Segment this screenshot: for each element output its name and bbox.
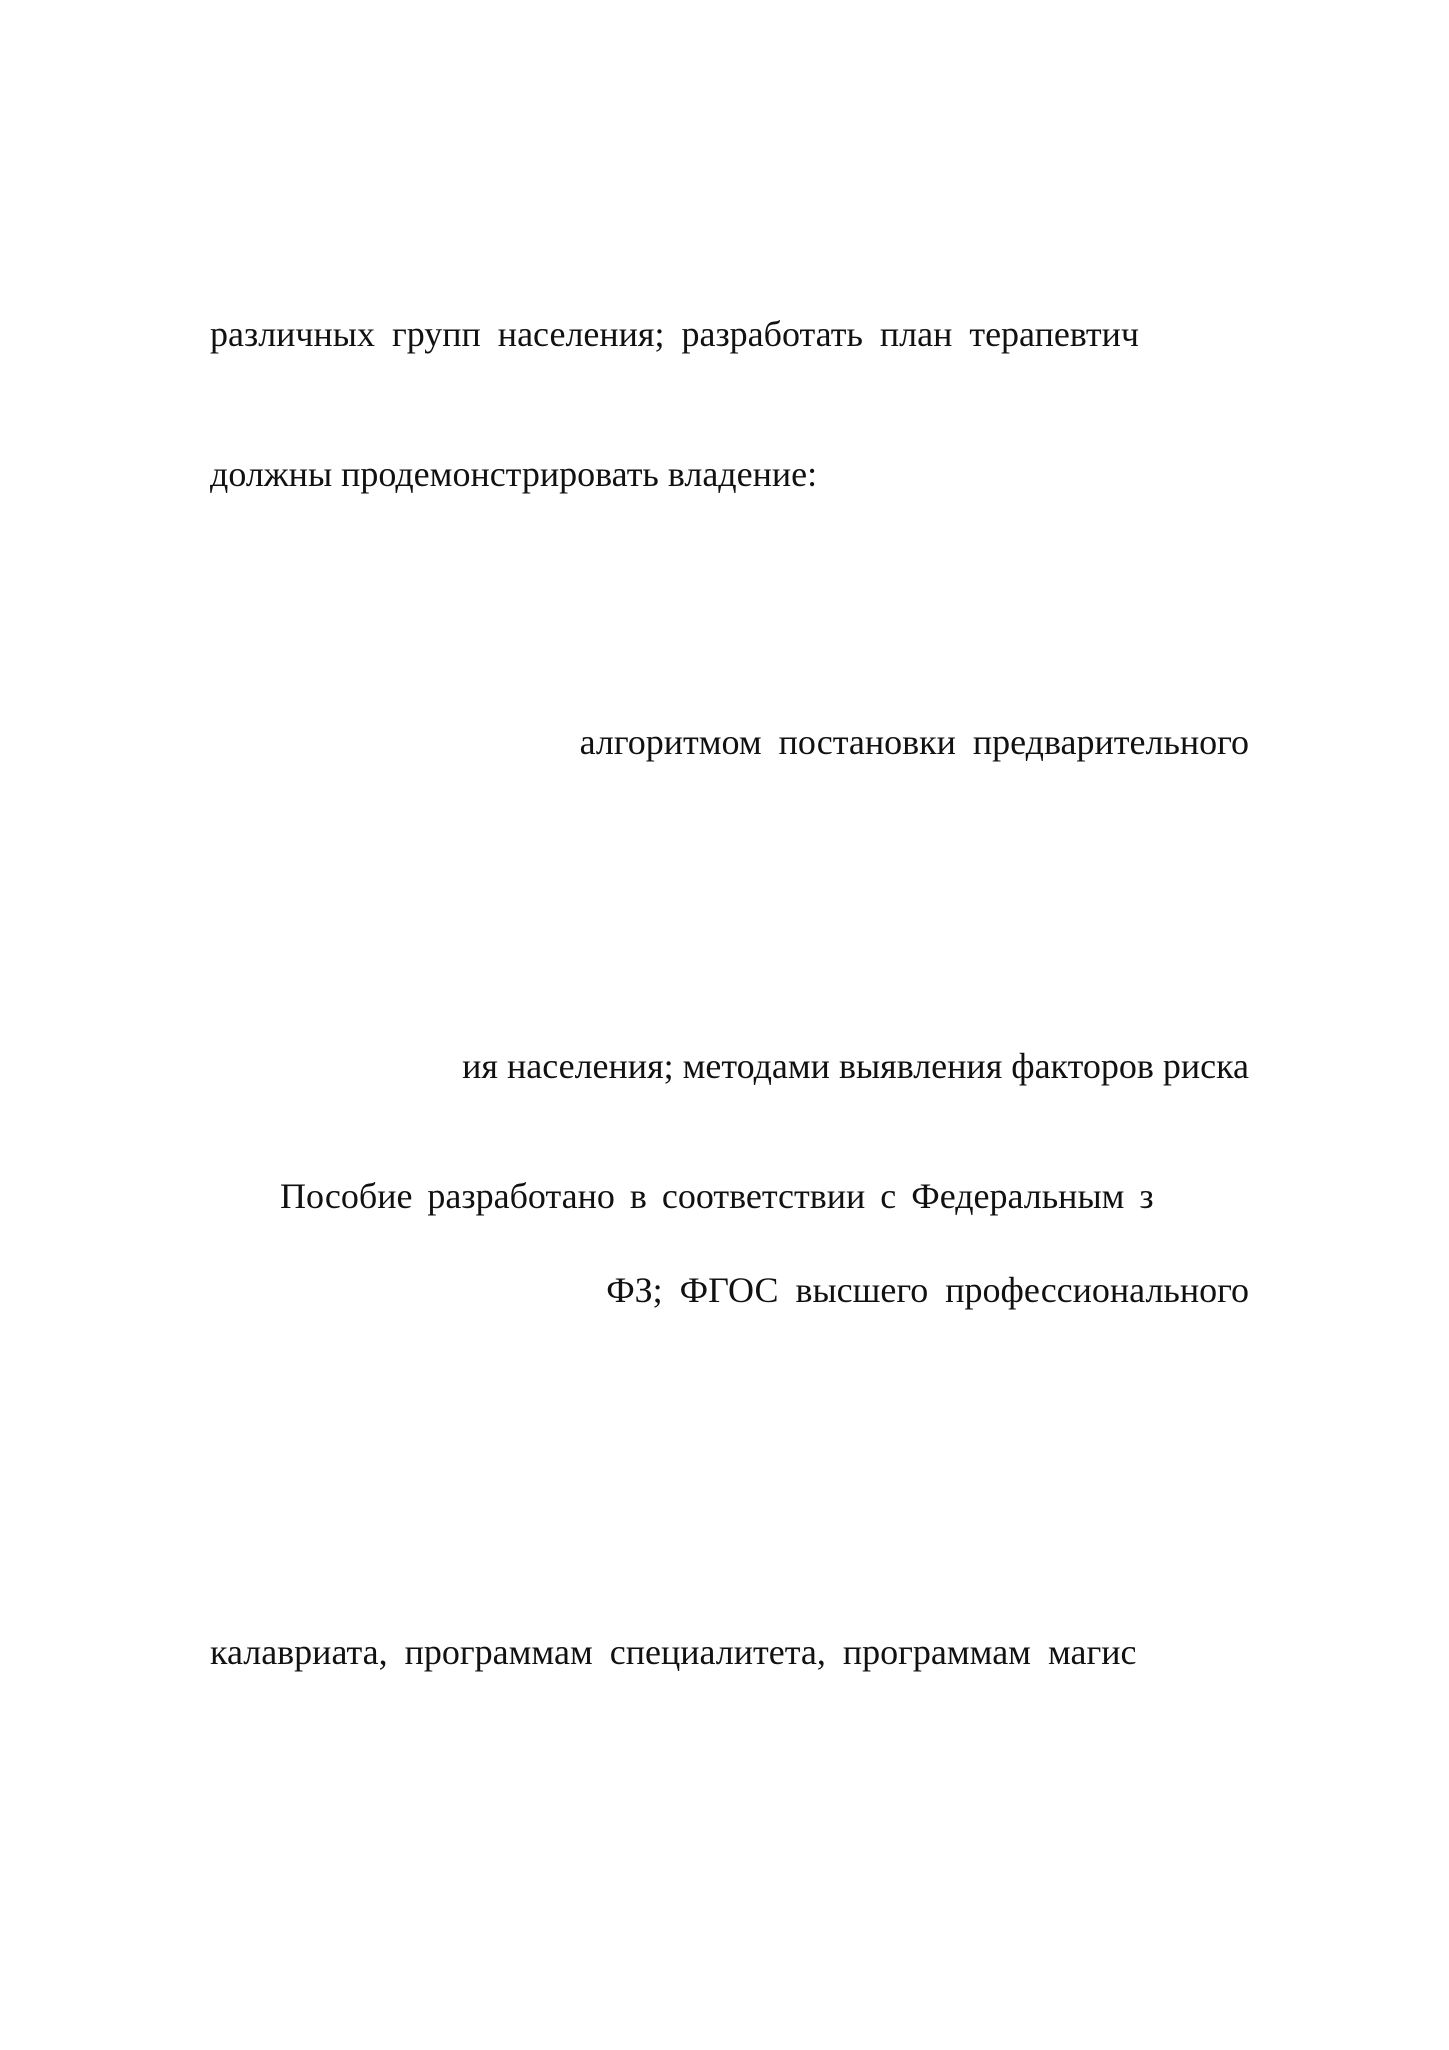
text-line: калавриата, программам специалитета, программам магис xyxy=(210,1632,1137,1672)
text-line: должны продемонстрировать владение: xyxy=(210,454,818,494)
text-line: ия населения; методами выявления факторов риска xyxy=(462,1046,1249,1086)
text-line: алгоритмом постановки предварительного xyxy=(579,722,1249,762)
text-line: различных групп населения; разработать план терапевтич xyxy=(210,314,1140,354)
text-line: ФЗ; ФГОС высшего профессионального xyxy=(606,1270,1249,1310)
text-line: Пособие разработано в соответствии с Федеральным з xyxy=(280,1176,1154,1216)
